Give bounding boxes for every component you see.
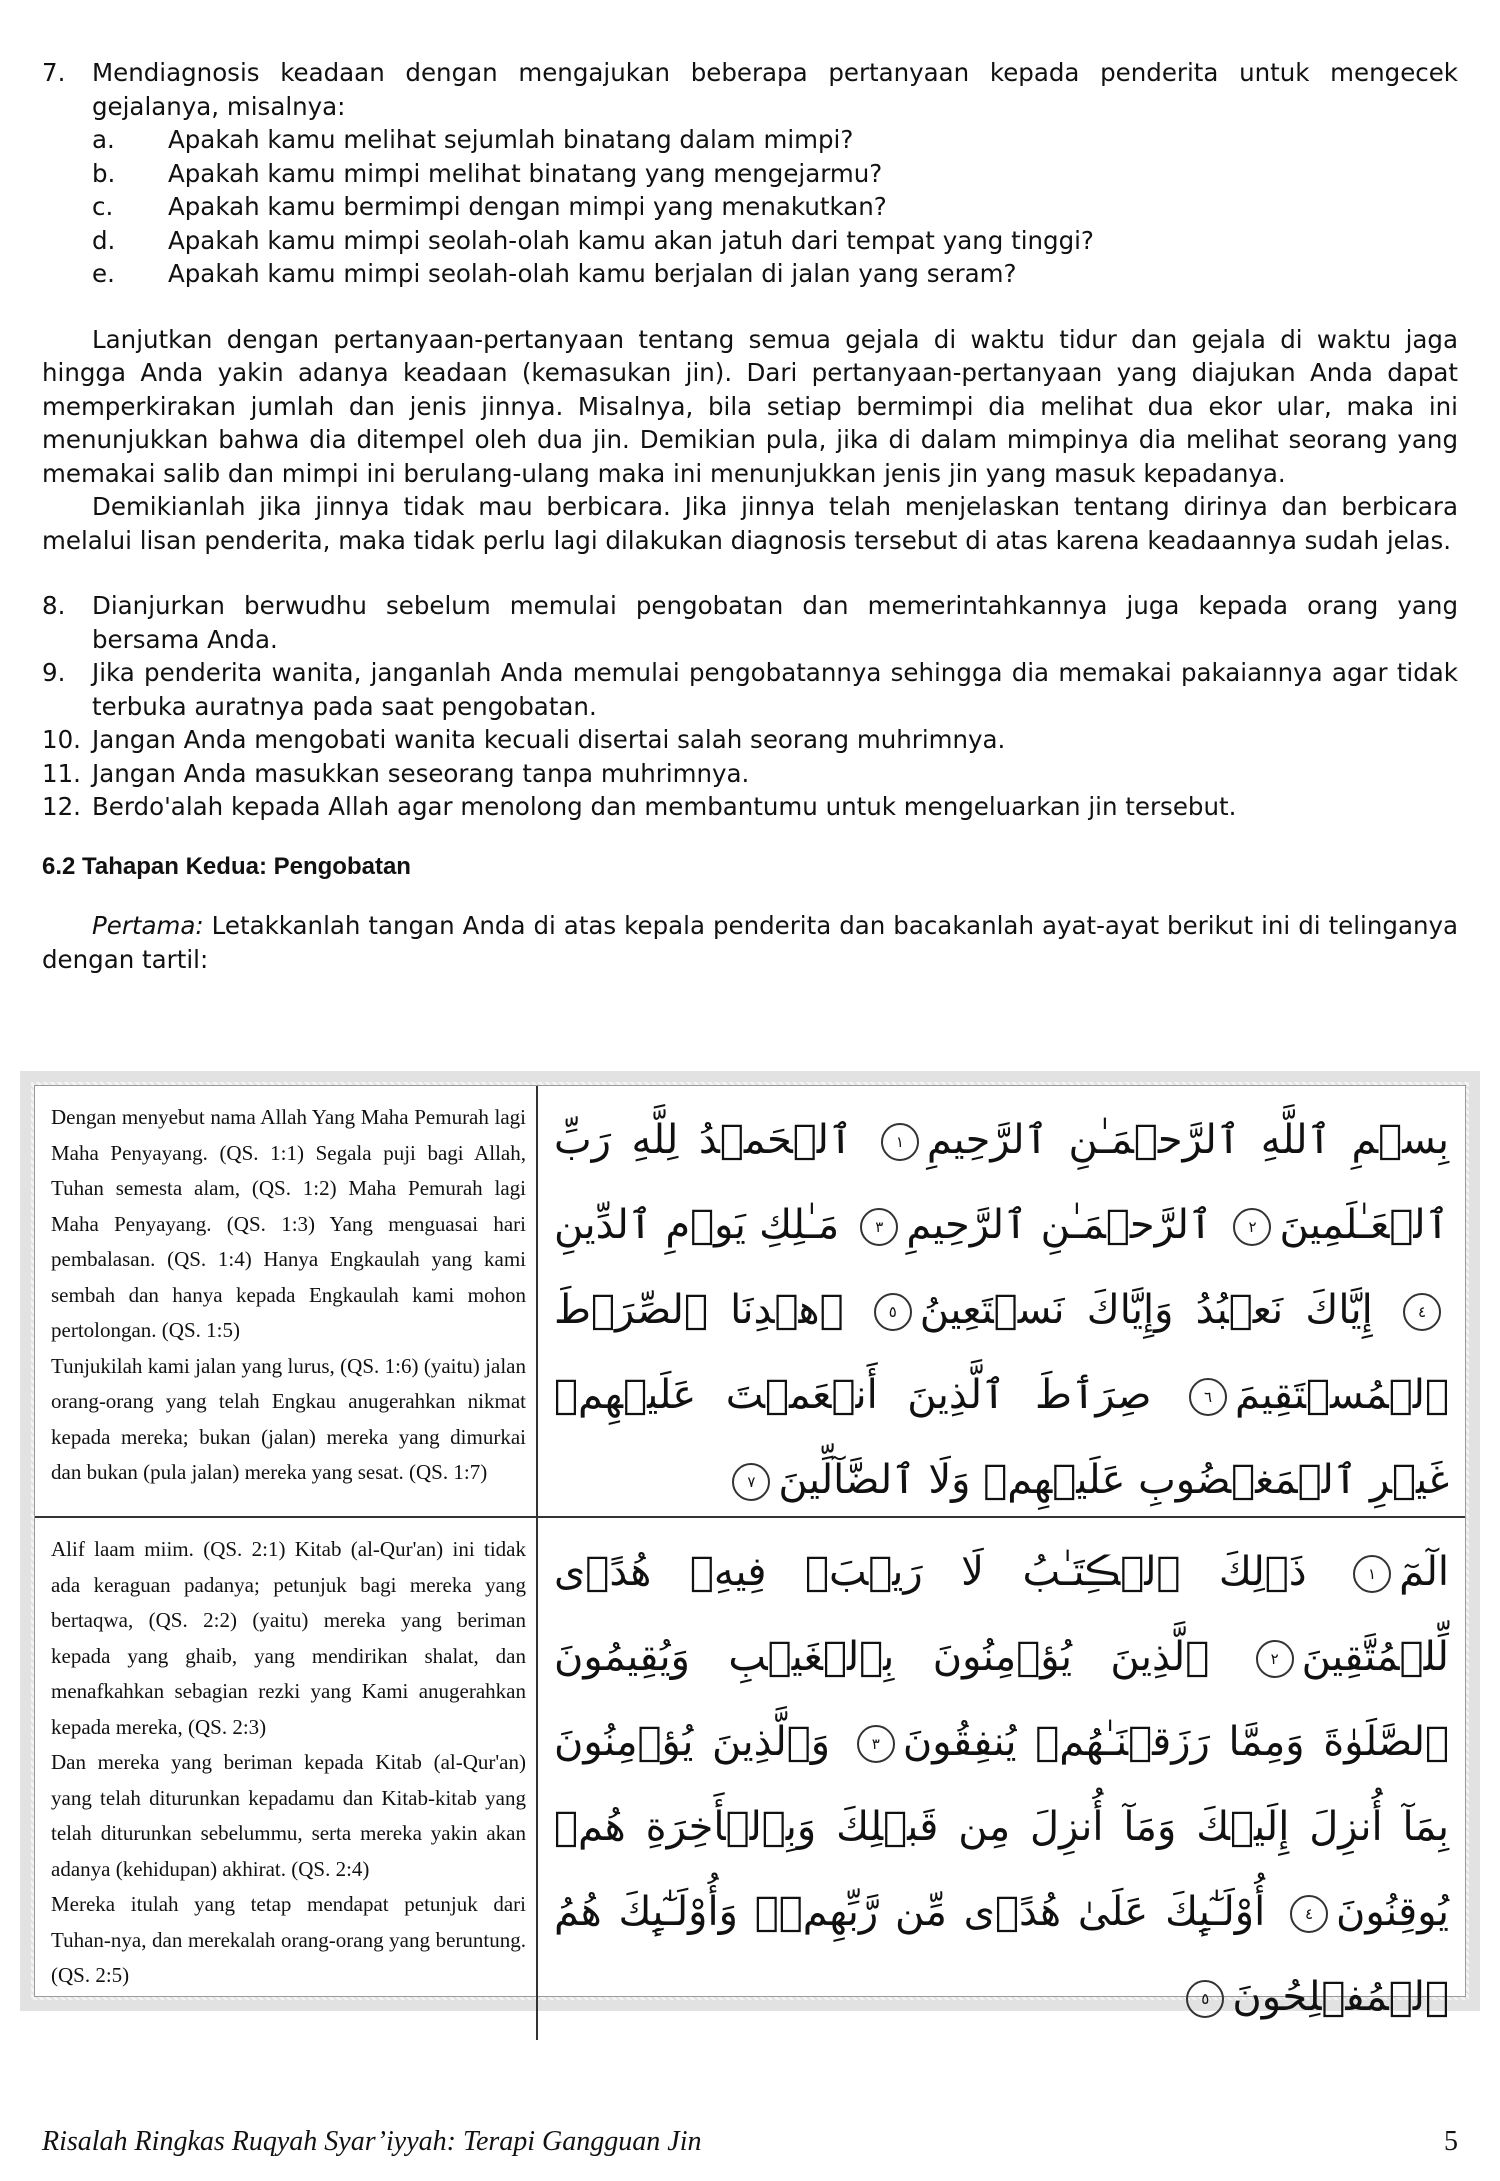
- verse-end-marker: ٢: [1233, 1208, 1271, 1246]
- verse-end-marker: ٤: [1403, 1293, 1441, 1331]
- sub-text: Apakah kamu mimpi melihat binatang yang mengejarmu?: [168, 158, 883, 188]
- arabic-verse: الٓمٓ: [1399, 1549, 1449, 1595]
- list-text: Jika penderita wanita, janganlah Anda memulai pengobatannya sehingga dia memakai pakaiannya agar tidak terbuka auratnya pada saat pengobatan.: [92, 658, 1458, 721]
- list-item-9: [42, 656, 1458, 723]
- list-number: 11.: [42, 758, 81, 788]
- list-number: 8.: [42, 591, 66, 620]
- list-text: Dianjurkan berwudhu sebelum memulai pengobatan dan memerintahkannya juga kepada orang yang bersama Anda.: [92, 591, 1458, 654]
- arabic-verse: ٱلَّذِينَ يُؤۡمِنُونَ بِٱلۡغَيۡبِ وَيُقِيمُونَ ٱلصَّلَوٰةَ وَمِمَّا رَزَقۡنَـٰهُمۡ يُنفِقُونَ: [554, 1634, 1450, 1765]
- sub-letter: e.: [92, 259, 115, 288]
- sub-letter: d.: [92, 225, 116, 255]
- verse-end-marker: ٣: [857, 1725, 895, 1763]
- verse-table-frame: [20, 1071, 1480, 2020]
- arabic-verse: ٱهۡدِنَا ٱلصِّرَٲطَ ٱلۡمُسۡتَقِيمَ: [554, 1287, 1449, 1418]
- list-item-12: [42, 790, 1458, 824]
- verse-end-marker: ٤: [1290, 1895, 1328, 1933]
- verse-end-marker: ١: [881, 1123, 919, 1161]
- sub-text: Apakah kamu mimpi seolah-olah kamu akan jatuh dari tempat yang tinggi?: [168, 225, 1094, 255]
- sub-letter: c.: [92, 192, 114, 221]
- list-item-8: [42, 589, 1458, 656]
- document-body: [42, 56, 1458, 976]
- arabic-verse: بِسۡمِ ٱللَّهِ ٱلرَّحۡمَـٰنِ ٱلرَّحِيمِ: [926, 1117, 1449, 1163]
- list-number: 7.: [42, 58, 66, 87]
- arabic-verse: ٱلرَّحۡمَـٰنِ ٱلرَّحِيمِ: [906, 1202, 1213, 1248]
- verse-end-marker: ٦: [1189, 1378, 1227, 1416]
- sub-item-a: [42, 123, 1458, 157]
- list-text: Jangan Anda masukkan seseorang tanpa muhrimnya.: [92, 758, 750, 788]
- sub-text: Apakah kamu bermimpi dengan mimpi yang menakutkan?: [168, 192, 887, 221]
- verse-row-fatihah: [35, 1086, 1465, 1518]
- arabic-verse: صِرَٲطَ ٱلَّذِينَ أَنۡعَمۡتَ عَلَيۡهِمۡ غَيۡرِ ٱلۡمَغۡضُوبِ عَلَيۡهِمۡ وَلَا ٱلضَّآلِّينَ: [554, 1372, 1449, 1503]
- translation-cell: [35, 1086, 538, 1516]
- intro-text: Letakkanlah tangan Anda di atas kepala penderita dan bacakanlah ayat-ayat berikut ini di telinganya dengan tartil:: [42, 911, 1458, 974]
- page-number: 5: [1444, 2126, 1458, 2157]
- arabic-verse: ذَٲلِكَ ٱلۡڪِتَـٰبُ لَا رَيۡبَ‌ۛ فِيهِ‌ۛ هُدً۬ى لِّلۡمُتَّقِينَ: [554, 1549, 1449, 1680]
- section-heading: 6.2 Tahapan Kedua: Pengobatan: [42, 852, 411, 880]
- arabic-verse: ٱلۡحَمۡدُ لِلَّهِ رَبِّ ٱلۡعَـٰلَمِينَ: [554, 1117, 1449, 1248]
- footer-title: Risalah Ringkas Ruqyah Syar’iyyah: Terapi Gangguan Jin: [42, 2126, 702, 2157]
- sub-item-e: [42, 257, 1458, 291]
- sub-item-b: [42, 157, 1458, 191]
- list-text: Jangan Anda mengobati wanita kecuali disertai salah seorang muhrimnya.: [92, 725, 1006, 754]
- sub-letter: b.: [92, 158, 116, 188]
- list-number: 12.: [42, 792, 81, 821]
- arabic-verse: إِيَّاكَ نَعۡبُدُ وَإِيَّاكَ نَسۡتَعِينُ: [919, 1287, 1373, 1333]
- list-text: Mendiagnosis keadaan dengan mengajukan beberapa pertanyaan kepada penderita untuk mengecek gejalanya, misalnya:: [92, 58, 1458, 121]
- sub-text: Apakah kamu mimpi seolah-olah kamu berjalan di jalan yang seram?: [168, 259, 1017, 288]
- translation-text: Dan mereka yang beriman kepada Kitab (al-Qur'an) yang telah diturunkan kepadamu dan Kitab-kitab yang telah diturunkan sebelummu, serta mereka yakin akan adanya (kehidupan) akhirat. (QS. 2:4): [51, 1750, 526, 1881]
- translation-text: Tunjukilah kami jalan yang lurus, (QS. 1:6) (yaitu) jalan orang-orang yang telah Engkau anugerahkan nikmat kepada mereka; bukan (jalan) mereka yang dimurkai dan bukan (pula jalan) mereka yang sesat. (QS. 1:7): [51, 1353, 526, 1484]
- paragraph: Demikianlah jika jinnya tidak mau berbicara. Jika jinnya telah menjelaskan tentang dirinya dan berbicara melalui lisan penderita, maka tidak perlu lagi dilakukan diagnosis tersebut di atas karena keadaannya sudah jelas.: [42, 492, 1458, 555]
- translation-text: Alif laam miim. (QS. 2:1) Kitab (al-Qur'an) ini tidak ada keraguan padanya; petunjuk bagi mereka yang bertaqwa, (QS. 2:2) (yaitu) mereka yang beriman kepada yang ghaib, yang mendirikan shalat, dan menafkahkan sebagian rezki yang Kami anugerahkan kepada mereka, (QS. 2:3): [51, 1537, 526, 1739]
- paragraph: Lanjutkan dengan pertanyaan-pertanyaan tentang semua gejala di waktu tidur dan gejala di waktu jaga hingga Anda yakin adanya keadaan (kemasukan jin). Dari pertanyaan-pertanyaan yang diajukan Anda dapat memperkirakan jumlah dan jenis jinnya. Misalnya, bila setiap bermimpi dia melihat dua ekor ular, maka ini menunjukkan bahwa dia ditempel oleh dua jin. Demikian pula, jika di dalam mimpinya dia melihat seorang yang memakai salib dan mimpi ini berulang-ulang maka ini menunjukkan jenis jin yang masuk kepadanya.: [42, 324, 1458, 488]
- translation-text: Dengan menyebut nama Allah Yang Maha Pemurah lagi Maha Penyayang. (QS. 1:1) Segala puji bagi Allah, Tuhan semesta alam, (QS. 1:2) Maha Pemurah lagi Maha Penyayang. (QS. 1:3) Yang menguasai hari pembalasan. (QS. 1:4) Hanya Engkaulah yang kami sembah dan hanya kepada Engkaulah kami mohon pertolongan. (QS. 1:5): [51, 1105, 526, 1342]
- list-item-11: [42, 757, 1458, 791]
- arabic-cell: [538, 1518, 1465, 2040]
- page-footer: [42, 2126, 1458, 2158]
- verse-end-marker: ٥: [1186, 1980, 1224, 2018]
- sub-item-c: [42, 190, 1458, 224]
- verse-end-marker: ٥: [874, 1293, 912, 1331]
- sub-letter: a.: [92, 125, 115, 154]
- arabic-cell: [538, 1086, 1465, 1516]
- list-item-10: [42, 723, 1458, 757]
- verse-end-marker: ٧: [732, 1463, 770, 1501]
- arabic-verse: مَـٰلِكِ يَوۡمِ ٱلدِّينِ: [554, 1202, 840, 1248]
- intro-label: Pertama:: [92, 911, 204, 940]
- translation-text: Mereka itulah yang tetap mendapat petunjuk dari Tuhan-nya, dan merekalah orang-orang yang beruntung. (QS. 2:5): [51, 1892, 526, 1987]
- sub-text: Apakah kamu melihat sejumlah binatang dalam mimpi?: [168, 125, 854, 154]
- verse-end-marker: ٢: [1256, 1640, 1294, 1678]
- list-text: Berdo'alah kepada Allah agar menolong dan membantumu untuk mengeluarkan jin tersebut.: [92, 792, 1237, 821]
- translation-cell: [35, 1518, 538, 2040]
- verse-row-baqarah: [35, 1518, 1465, 2040]
- verse-end-marker: ١: [1353, 1555, 1391, 1593]
- verse-end-marker: ٣: [860, 1208, 898, 1246]
- arabic-verse: أُوْلَـٰٓٮِٕكَ عَلَىٰ هُدً۬ى مِّن رَّبِّهِمۡ‌ۖ وَأُوْلَـٰٓٮِٕكَ هُمُ ٱلۡمُفۡلِحُونَ: [554, 1889, 1449, 2020]
- verse-table: [34, 1085, 1466, 2020]
- arabic-verse: وَٱلَّذِينَ يُؤۡمِنُونَ بِمَآ أُنزِلَ إِلَيۡكَ وَمَآ أُنزِلَ مِن قَبۡلِكَ وَبِٱلۡأَخِرَةِ هُمۡ يُوقِنُونَ: [554, 1719, 1449, 1935]
- section-intro: [42, 909, 1458, 976]
- sub-item-d: [42, 224, 1458, 258]
- list-number: 9.: [42, 658, 66, 687]
- list-number: 10.: [42, 725, 81, 754]
- list-item-7: [42, 56, 1458, 123]
